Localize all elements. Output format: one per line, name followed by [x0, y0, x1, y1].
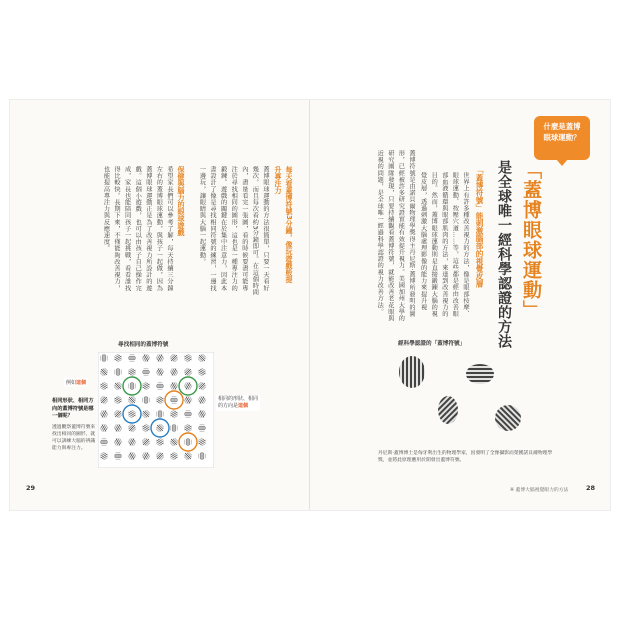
badge-line-1: 什麼是蓋博: [543, 122, 581, 131]
col2-text: 希望家長們可以參考了解，每天持續三分鐘左右的蓋博眼球運動，與孩子一起做，因為蓋博眼球運動正是為了改善視力所設計的遊戲。這個小遊戲，也可以由孩子自己操作完成，家長也能陪同孩子一起挑戰，看看誰找得比較快。長期下來，不僅能夠改善視力，也能提高專注力與反應速度。: [102, 166, 173, 292]
page-number-right: 28: [586, 484, 596, 492]
section-badge: [534, 116, 590, 160]
gutter-line: [309, 100, 310, 510]
col2-heading: 保健與腦力的眼球遊戲: [177, 166, 185, 236]
footer-text: ※ 蓋博大腦視覺眼力的方法: [510, 488, 569, 493]
label-same: 相同的形狀、相同的方向是這個: [218, 396, 259, 409]
badge-line-2: 眼球運動？: [543, 133, 581, 142]
col1-text: 蓋博眼球運動的方法很簡單，只要一天看好幾次，而且每次看約3分鐘即可。在這個時間內，盡量看完一張圖，看的時候要盡可能專注於尋找相同的圖形，這也是一種專注力的鍛鍊。遊戲的關鍵在於集中注意力，因此本書設計了像是尋找相同符號的練習，一邊找一邊玩，讓眼睛與大腦一起運動。: [198, 166, 269, 296]
page-subtitle: 是全球唯一經科學認證的方法: [496, 160, 512, 349]
label-example: 例如這個: [66, 380, 87, 386]
gabor-patch-figure: [370, 352, 560, 444]
body-text-1: 世界上有許多種改善視力的方法，像是眼部按摩、眼球運動、按壓穴道……等，這些都是經由改善眼部血液循環與眼部肌肉的方法，來達到改善視力的目的。然而，蓋博眼球運動則是直接鍛鍊大腦的視覺皮層，透過刺激大腦處理影像的能力來提升視: [419, 172, 469, 318]
page-title: 「蓋博眼球運動」: [520, 160, 542, 320]
col1-heading: 每天看蓋博符號3分鐘，像玩遊戲般提升專注力: [274, 166, 293, 283]
left-figure-caption: 尋找相同的蓋博符號: [118, 342, 169, 348]
question-text: 相同形狀、相同方向的蓋博符號是哪一個呢？: [52, 398, 94, 419]
body-text-2: 蓋博符號是由諾貝爾物理學獎得主丹尼斯·蓋博所發明的圖形，已經被許多研究證實能有效提升視力。美國加州大學的研究團隊發現，只要持續觀看蓋博符號，就能改善老花眼與近視的問題，是全球唯一經過科學認證的視力改善方法。: [376, 150, 415, 322]
right-figure-caption: 經科學認證的「蓋博符號」: [398, 341, 466, 347]
right-figure-note: 丹尼斯·蓋博博士是匈牙利出生的物理學家，因發明了全像攝影而榮獲諾貝爾物理學獎，並將此原理應用於開發出蓋博符號。: [378, 451, 553, 463]
page-number-left: 29: [26, 484, 36, 492]
question-note: 透過觀察蓋博符號來找出相同的圖形，就可以訓練大腦的辨識能力與專注力。: [52, 425, 96, 451]
gabor-grid-figure: [98, 352, 214, 468]
section-heading: 「蓋博符號」能刺激腦部的視覺皮層: [475, 166, 484, 288]
